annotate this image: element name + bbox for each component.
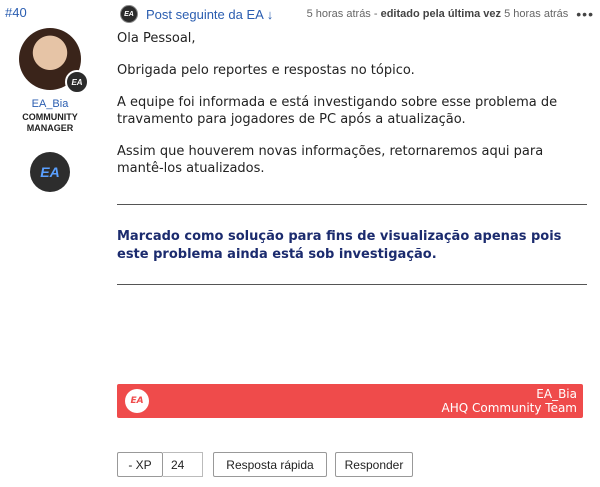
solution-note: Marcado como solução para fins de visualização apenas pois este problema ainda está sob investigação. [117, 229, 562, 262]
post-number[interactable]: #40 [5, 5, 27, 20]
post-header [120, 4, 594, 24]
xp-button[interactable]: - XP [117, 452, 163, 477]
signature-team: AHQ Community Team [441, 401, 577, 415]
next-ea-post-link[interactable]: Post seguinte da EA ↓ [146, 6, 274, 22]
divider-bottom [117, 284, 587, 285]
ea-logo-icon: EA [125, 389, 149, 413]
paragraph-3: Assim que houverem novas informações, retornaremos aqui para mantê-los atualizados. [117, 144, 544, 176]
paragraph-1: Obrigada pelo reportes e respostas no tópico. [117, 63, 415, 78]
signature-banner [117, 384, 583, 418]
more-options-icon[interactable]: ••• [576, 6, 594, 22]
avatar[interactable] [19, 28, 81, 90]
signature-name: EA_Bia [536, 387, 577, 401]
quick-reply-button[interactable]: Resposta rápida [213, 452, 327, 477]
post-meta: 5 horas atrás - editado pela última vez 5 horas atrás [306, 8, 569, 20]
edited-label: editado pela última vez [380, 8, 502, 20]
edited-time: 5 horas atrás [504, 8, 569, 20]
divider-top [117, 204, 587, 205]
post-body [117, 30, 587, 192]
author-role: COMMUNITY MANAGER [22, 112, 78, 133]
greeting: Ola Pessoal, [117, 31, 196, 46]
paragraph-2: A equipe foi informada e está investigando sobre esse problema de travamento para jogadores de PC após a atualização. [117, 95, 558, 127]
reply-button[interactable]: Responder [335, 452, 413, 477]
xp-count: 24 [163, 452, 203, 477]
rank-badge-icon: EA [30, 152, 70, 192]
post-actions [117, 452, 413, 477]
ea-badge-icon: EA [65, 70, 89, 94]
ea-logo-icon: EA [120, 5, 138, 23]
author-username[interactable]: EA_Bia [31, 98, 69, 110]
signature-text [442, 387, 577, 415]
post-time: 5 horas atrás [306, 8, 371, 20]
author-panel [14, 28, 86, 192]
